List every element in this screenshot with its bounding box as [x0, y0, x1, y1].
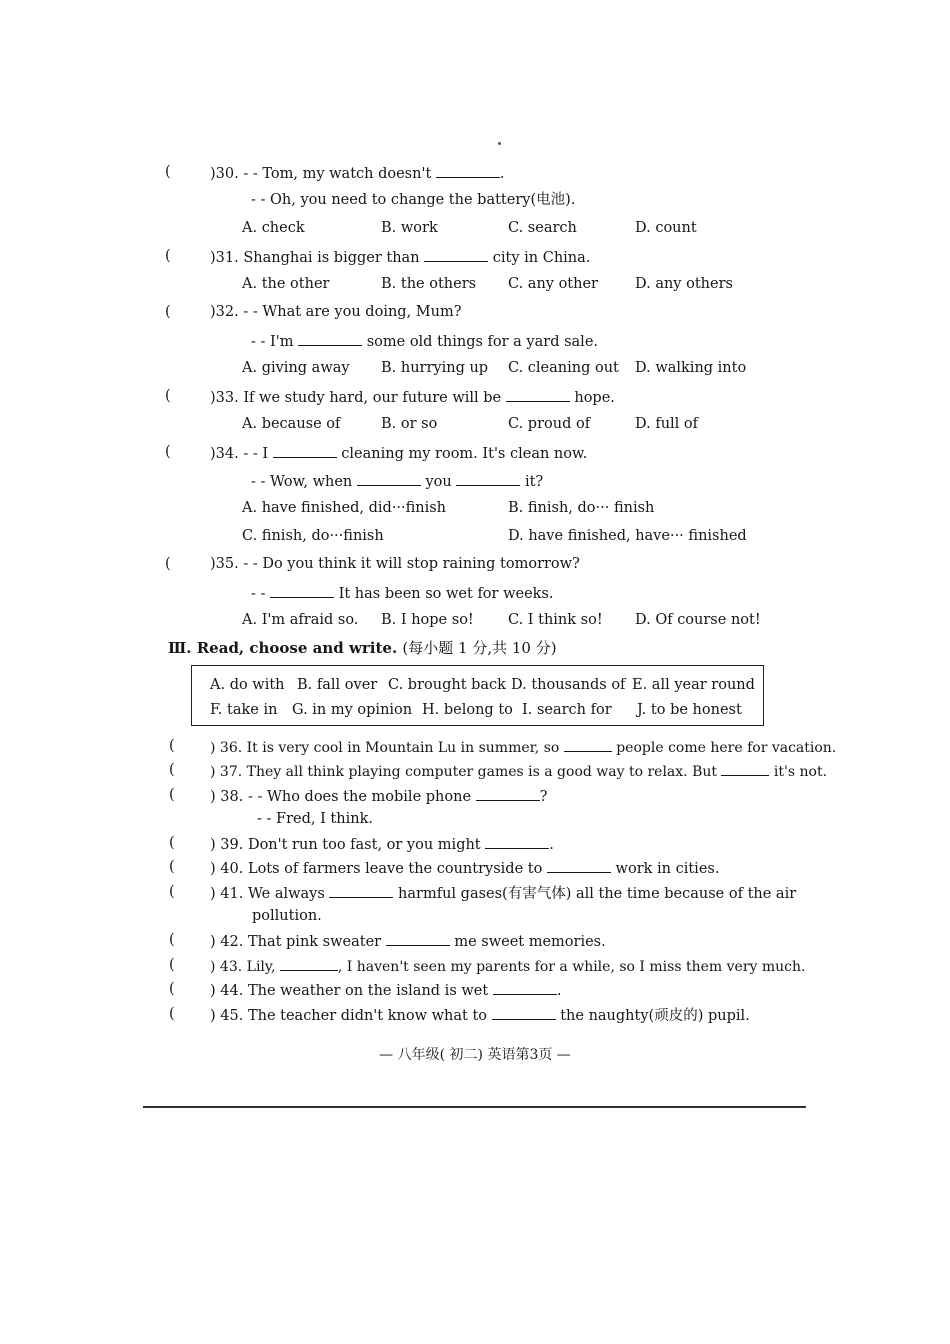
- question-45: [210, 1007, 750, 1024]
- answer-blank[interactable]: [493, 982, 557, 995]
- section-scoring-note: (每小题 1 分,共 10 分): [402, 639, 557, 657]
- answer-paren: (: [165, 444, 171, 460]
- question-number: )32.: [210, 304, 239, 320]
- question-number: ) 37.: [210, 764, 243, 780]
- question-39: [210, 836, 554, 853]
- question-text: - - Who does the mobile phone: [247, 789, 472, 805]
- answer-blank[interactable]: [273, 445, 337, 458]
- answer-blank[interactable]: [476, 788, 540, 801]
- question-number: ) 39.: [210, 837, 244, 853]
- answer-paren: (: [165, 556, 171, 572]
- question-text: - - I'm: [251, 334, 294, 350]
- question-text: .: [556, 983, 562, 999]
- answer-blank[interactable]: [386, 933, 450, 946]
- question-text: We always: [247, 886, 325, 902]
- question-text: Lots of farmers leave the countryside to: [247, 861, 543, 877]
- question-number: ) 36.: [210, 740, 243, 756]
- question-41: [210, 885, 796, 902]
- question-text: The weather on the island is wet: [247, 983, 489, 999]
- question-text: - - Tom, my watch doesn't: [243, 166, 432, 182]
- question-text: - - What are you doing, Mum?: [243, 304, 462, 320]
- question-text: it?: [524, 474, 544, 490]
- answer-blank[interactable]: [280, 958, 338, 971]
- word-option-g: G. in my opinion: [292, 702, 413, 718]
- question-38: [210, 788, 547, 805]
- question-text: you: [425, 474, 452, 490]
- answer-blank[interactable]: [721, 763, 769, 776]
- answer-paren: (: [169, 787, 175, 803]
- question-text: - - I: [243, 446, 269, 462]
- answer-blank[interactable]: [329, 885, 393, 898]
- answer-paren: (: [169, 957, 175, 973]
- question-number: ) 42.: [210, 934, 244, 950]
- question-number: ) 38.: [210, 789, 244, 805]
- word-option-j: J. to be honest: [637, 702, 742, 718]
- question-text: It is very cool in Mountain Lu in summer, so: [246, 740, 560, 756]
- question-44: [210, 982, 561, 999]
- question-33: [210, 389, 615, 406]
- page-footer: — 八年级( 初二) 英语第3页 —: [379, 1047, 571, 1063]
- option-b[interactable]: B. work: [381, 220, 438, 236]
- question-42: [210, 933, 606, 950]
- option-d[interactable]: D. walking into: [635, 360, 747, 376]
- question-text: some old things for a yard sale.: [366, 334, 599, 350]
- question-32-reply: [251, 333, 598, 350]
- question-41-continued: pollution.: [252, 908, 322, 924]
- word-option-a: A. do with: [210, 677, 285, 693]
- question-text: harmful gases(有害气体) all the time because of the air: [398, 886, 797, 902]
- question-text: .: [499, 166, 505, 182]
- question-text: people come here for vacation.: [616, 740, 837, 756]
- option-b[interactable]: B. or so: [381, 416, 438, 432]
- option-b[interactable]: B. hurrying up: [381, 360, 489, 376]
- question-text: - - Do you think it will stop raining tomorrow?: [243, 556, 580, 572]
- answer-paren: (: [169, 859, 175, 875]
- question-31: [210, 249, 590, 266]
- word-bank-box: [191, 665, 764, 726]
- answer-paren: (: [169, 738, 175, 754]
- section-heading: Ⅲ. Read, choose and write.: [168, 639, 398, 657]
- answer-blank[interactable]: [564, 739, 612, 752]
- question-35-reply: [251, 585, 554, 602]
- question-text: That pink sweater: [247, 934, 382, 950]
- word-option-i: I. search for: [522, 702, 612, 718]
- answer-blank[interactable]: [492, 1007, 556, 1020]
- question-text: Lily,: [246, 959, 276, 975]
- option-c[interactable]: C. I think so!: [508, 612, 603, 628]
- answer-paren: (: [169, 835, 175, 851]
- question-34-reply: [251, 473, 543, 490]
- option-d[interactable]: D. full of: [635, 416, 699, 432]
- answer-blank[interactable]: [357, 473, 421, 486]
- question-text: If we study hard, our future will be: [243, 390, 502, 406]
- question-30: [210, 165, 505, 182]
- question-text: Don't run too fast, or you might: [247, 837, 481, 853]
- option-b[interactable]: B. finish, do··· finish: [508, 500, 655, 516]
- word-option-d: D. thousands of: [511, 677, 626, 693]
- answer-paren: (: [165, 164, 171, 180]
- question-text: The teacher didn't know what to: [247, 1008, 487, 1024]
- question-text: - - Wow, when: [251, 474, 353, 490]
- option-b[interactable]: B. the others: [381, 276, 477, 292]
- question-40: [210, 860, 719, 877]
- question-35: [210, 557, 580, 572]
- question-number: ) 40.: [210, 861, 244, 877]
- option-c[interactable]: C. cleaning out: [508, 360, 619, 376]
- answer-paren: (: [169, 884, 175, 900]
- word-option-f: F. take in: [210, 702, 278, 718]
- question-number: ) 43.: [210, 959, 243, 975]
- word-option-h: H. belong to: [422, 702, 513, 718]
- option-a[interactable]: A. have finished, did···finish: [242, 500, 447, 516]
- question-number: )31.: [210, 250, 239, 266]
- option-d[interactable]: D. any others: [635, 276, 733, 292]
- bottom-rule: [143, 1106, 806, 1108]
- question-text: hope.: [574, 390, 615, 406]
- question-text: ?: [539, 789, 548, 805]
- option-b[interactable]: B. I hope so!: [381, 612, 474, 628]
- question-number: ) 45.: [210, 1008, 244, 1024]
- option-a[interactable]: A. the other: [242, 276, 330, 292]
- question-text: it's not.: [773, 764, 828, 780]
- section-title: [168, 641, 557, 656]
- question-number: )33.: [210, 390, 239, 406]
- question-text: cleaning my room. It's clean now.: [341, 446, 588, 462]
- question-text: city in China.: [492, 250, 591, 266]
- word-option-e: E. all year round: [632, 677, 755, 693]
- option-a[interactable]: A. I'm afraid so.: [242, 612, 359, 628]
- question-text: work in cities.: [615, 861, 720, 877]
- answer-blank[interactable]: [506, 389, 570, 402]
- answer-blank[interactable]: [270, 585, 334, 598]
- option-a[interactable]: A. because of: [242, 416, 341, 432]
- question-number: )35.: [210, 556, 239, 572]
- scan-speck: [498, 142, 501, 145]
- option-d[interactable]: D. count: [635, 220, 697, 236]
- option-d[interactable]: D. Of course not!: [635, 612, 761, 628]
- question-36: [210, 739, 836, 755]
- question-text: the naughty(顽皮的) pupil.: [560, 1008, 750, 1024]
- option-a[interactable]: A. check: [242, 220, 305, 236]
- answer-blank[interactable]: [298, 333, 362, 346]
- question-43: [210, 958, 805, 974]
- question-text: It has been so wet for weeks.: [338, 586, 554, 602]
- option-c[interactable]: C. proud of: [508, 416, 591, 432]
- answer-paren: (: [169, 981, 175, 997]
- question-37: [210, 763, 827, 779]
- answer-paren: (: [165, 248, 171, 264]
- option-d[interactable]: D. have finished, have··· finished: [508, 528, 747, 544]
- word-option-b: B. fall over: [297, 677, 378, 693]
- question-text: .: [549, 837, 554, 853]
- question-number: )34.: [210, 446, 239, 462]
- question-number: )30.: [210, 166, 239, 182]
- question-number: ) 44.: [210, 983, 244, 999]
- question-text: , I haven't seen my parents for a while, so I miss them very much.: [337, 959, 806, 975]
- question-text: They all think playing computer games is a good way to relax. But: [246, 764, 718, 780]
- question-text: me sweet memories.: [454, 934, 606, 950]
- answer-blank[interactable]: [485, 836, 549, 849]
- question-34: [210, 445, 587, 462]
- answer-blank[interactable]: [436, 165, 500, 178]
- answer-paren: (: [169, 932, 175, 948]
- answer-paren: (: [169, 762, 175, 778]
- answer-blank[interactable]: [456, 473, 520, 486]
- option-c[interactable]: C. finish, do···finish: [242, 528, 384, 544]
- option-a[interactable]: A. giving away: [242, 360, 350, 376]
- question-text: - -: [251, 586, 266, 602]
- question-38-reply: - - Fred, I think.: [257, 811, 373, 827]
- answer-paren: (: [169, 1006, 175, 1022]
- answer-blank[interactable]: [424, 249, 488, 262]
- option-c[interactable]: C. any other: [508, 276, 598, 292]
- question-30-reply: - - Oh, you need to change the battery(电池).: [251, 192, 576, 208]
- answer-paren: (: [165, 304, 171, 320]
- question-32: [210, 305, 462, 320]
- question-number: ) 41.: [210, 886, 244, 902]
- answer-blank[interactable]: [547, 860, 611, 873]
- question-text: Shanghai is bigger than: [243, 250, 420, 266]
- answer-paren: (: [165, 388, 171, 404]
- option-c[interactable]: C. search: [508, 220, 577, 236]
- word-option-c: C. brought back: [388, 677, 506, 693]
